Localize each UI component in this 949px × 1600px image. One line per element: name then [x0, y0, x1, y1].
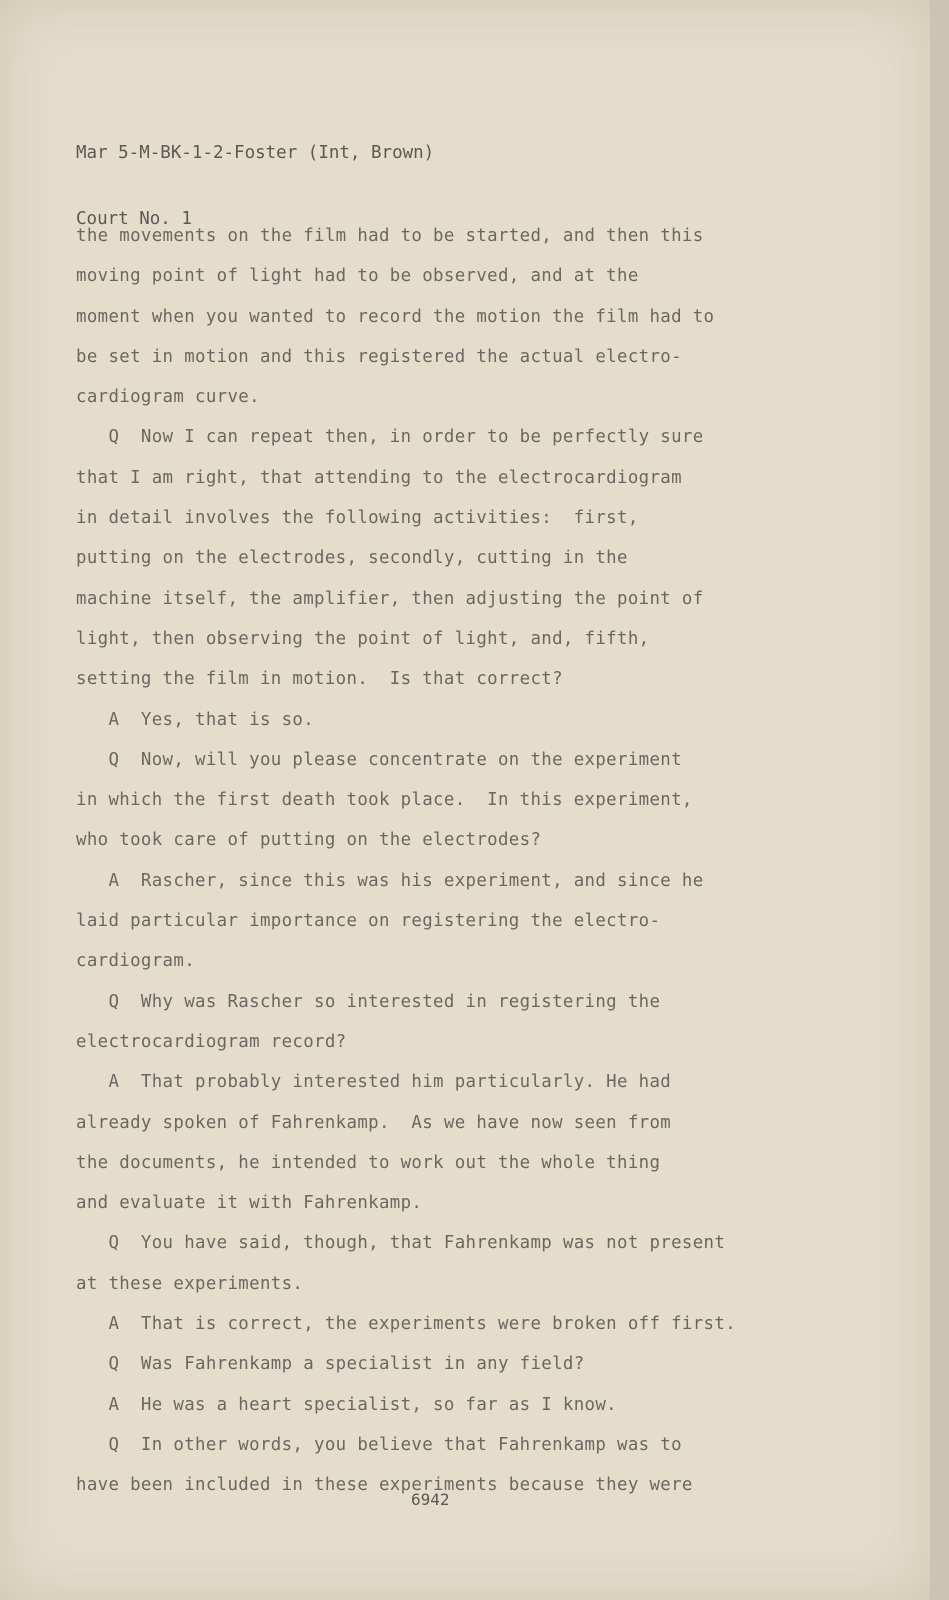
- transcript-line: have been included in these experiments because they were: [76, 1475, 693, 1496]
- transcript-line: electrocardiogram record?: [76, 1031, 347, 1052]
- transcript-line: Q Why was Rascher so interested in registering the: [76, 991, 661, 1012]
- transcript-line: A Yes, that is so.: [76, 709, 315, 730]
- transcript-line: already spoken of Fahrenkamp. As we have now seen from: [76, 1112, 672, 1133]
- transcript-line: A That is correct, the experiments were broken off first.: [76, 1314, 737, 1335]
- page-number: 6942: [411, 1490, 450, 1509]
- transcript-body: [76, 216, 836, 1506]
- transcript-line: in which the first death took place. In this experiment,: [76, 790, 693, 811]
- transcript-line: Q In other words, you believe that Fahrenkamp was to: [76, 1434, 682, 1455]
- transcript-line: light, then observing the point of light, and, fifth,: [76, 628, 650, 649]
- transcript-line: putting on the electrodes, secondly, cutting in the: [76, 548, 628, 569]
- transcript-line: A He was a heart specialist, so far as I know.: [76, 1394, 618, 1415]
- transcript-line: and evaluate it with Fahrenkamp.: [76, 1193, 423, 1214]
- transcript-line: moment when you wanted to record the motion the film had to: [76, 306, 715, 327]
- transcript-line: the documents, he intended to work out the whole thing: [76, 1152, 661, 1173]
- transcript-line: at these experiments.: [76, 1273, 304, 1294]
- transcript-line: Q Now, will you please concentrate on the experiment: [76, 749, 682, 770]
- transcript-line: Q You have said, though, that Fahrenkamp was not present: [76, 1233, 726, 1254]
- transcript-line: A That probably interested him particularly. He had: [76, 1072, 672, 1093]
- transcript-line: laid particular importance on registering the electro-: [76, 911, 661, 932]
- transcript-line: Q Now I can repeat then, in order to be perfectly sure: [76, 427, 704, 448]
- court-number: Court No. 1: [76, 209, 192, 229]
- transcript-line: cardiogram.: [76, 951, 196, 972]
- transcript-line: machine itself, the amplifier, then adjusting the point of: [76, 588, 704, 609]
- transcript-line: setting the film in motion. Is that correct?: [76, 669, 563, 690]
- transcript-line: moving point of light had to be observed, and at the: [76, 266, 639, 287]
- transcript-line: be set in motion and this registered the actual electro-: [76, 346, 682, 367]
- transcript-line: who took care of putting on the electrodes?: [76, 830, 542, 851]
- transcript-line: Q Was Fahrenkamp a specialist in any field?: [76, 1354, 585, 1375]
- transcript-line: in detail involves the following activities: first,: [76, 508, 639, 529]
- case-reference: Mar 5-M-BK-1-2-Foster (Int, Brown): [76, 143, 435, 163]
- transcript-line: cardiogram curve.: [76, 387, 260, 408]
- transcript-line: that I am right, that attending to the electrocardiogram: [76, 467, 682, 488]
- transcript-line: the movements on the film had to be started, and then this: [76, 226, 704, 246]
- transcript-line: A Rascher, since this was his experiment, and since he: [76, 870, 704, 891]
